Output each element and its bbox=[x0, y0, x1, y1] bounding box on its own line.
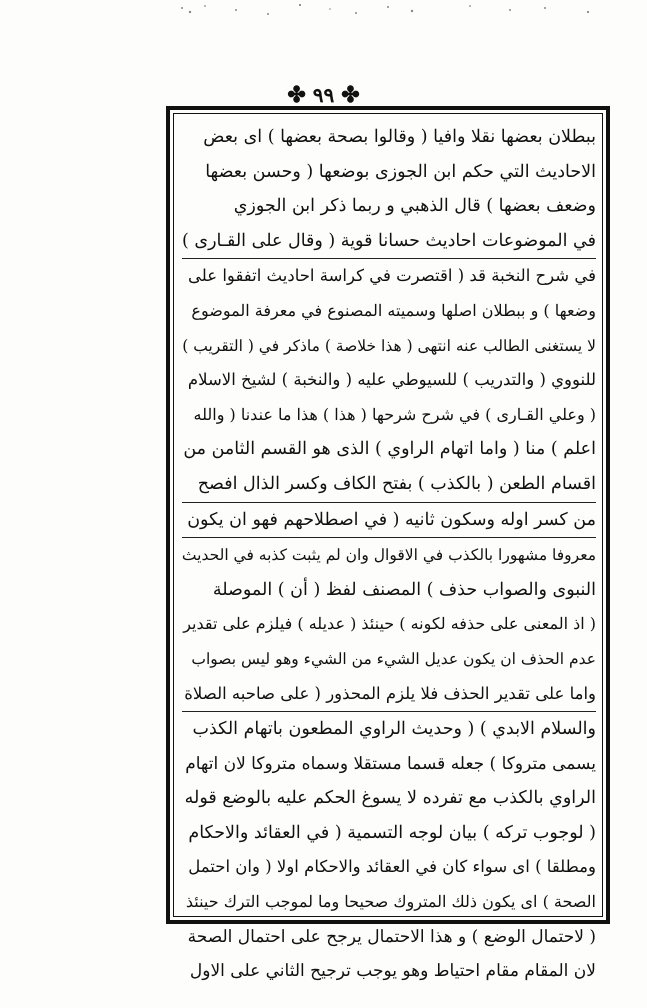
text-line: اعلم ) منا ( واما اتهام الراوي ) الذى هو القسم الثامن من bbox=[183, 439, 596, 460]
text-line: ومطلقا ) اى سواء كان في العقائد والاحكام اولا ( وان احتمل bbox=[188, 857, 596, 877]
text-line: لا يستغنى الطالب عنه انتهى ( هذا خلاصة ) ماذكر في ( التقريب ) bbox=[182, 336, 596, 355]
text-line: معروفا مشهورا بالكذب في الاقوال وان لم يثبت كذبه في الحديث bbox=[182, 537, 596, 573]
text-line: وضعف بعضها ) قال الذهبي و ربما ذكر ابن الجوزي bbox=[233, 196, 596, 217]
text-line: الاحاديث التي حكم ابن الجوزى بوضعها ( وحسن بعضها bbox=[205, 161, 596, 182]
text-line: في شرح النخبة قد ( اقتصرت في كراسة احاديث اتفقوا على bbox=[182, 258, 596, 294]
text-line: النبوى والصواب حذف ) المصنف لفظ ( أن ) الموصلة bbox=[212, 579, 596, 600]
text-line: والسلام الابدي ) ( وحديث الراوي المطعون باتهام الكذب bbox=[182, 711, 596, 747]
text-body bbox=[182, 120, 596, 989]
text-line: ( لاحتمال الوضع ) و هذا الاحتمال يرجح على احتمال الصحة bbox=[187, 926, 596, 947]
text-line: من كسر اوله وسكون ثانيه ( في اصطلاحهم فهو ان يكون bbox=[182, 502, 596, 538]
text-line: واما على تقدير الحذف فلا يلزم المحذور ( على صاحبه الصلاة bbox=[184, 683, 596, 703]
text-line: وضعها ) و ببطلان اصلها وسميته المصنوع في معرفة الموضوع bbox=[191, 300, 596, 320]
page-number bbox=[0, 82, 647, 108]
ornament-left-icon: ✤ bbox=[341, 82, 360, 108]
text-line: في الموضوعات احاديث حسانا قوية ( وقال على القـارى ) bbox=[182, 230, 596, 251]
text-line: يسمى متروكا ) جعله قسما مستقلا وسماه متروكا لان اتهام bbox=[185, 753, 596, 774]
text-line: الصحة ) اى يكون ذلك المتروك صحيحا وما لموجب الترك حينئذ bbox=[185, 892, 596, 912]
text-line: عدم الحذف ان يكون عديل الشيء من الشيء وهو ليس بصواب bbox=[191, 649, 596, 668]
text-line: ( اذ المعنى على حذفه لكونه ) حينئذ ( عديله ) فيلزم على تقدير bbox=[183, 614, 596, 634]
text-line: للنووي ( والتدريب ) للسيوطي عليه ( والنخبة ) لشيخ الاسلام bbox=[187, 370, 596, 390]
text-line: ( وعلي القـارى ) في شرح شرحها ( هذا ) هذا ما عندنا ( والله bbox=[193, 404, 596, 424]
text-line: لان المقام مقام احتياط وهو يوجب ترجيح الثاني على الاول bbox=[189, 961, 596, 982]
page-number-text: ٩٩ bbox=[312, 83, 335, 107]
ornament-right-icon: ✤ bbox=[287, 82, 306, 108]
text-line: ببطلان بعضها نقلا وافيا ( وقالوا بصحة بعضها ) اى بعض bbox=[203, 127, 596, 147]
text-line: الراوي بالكذب مع تفرده لا يسوغ الحكم عليه بالوضع قوله bbox=[184, 788, 596, 809]
text-line: اقسام الطعن ( بالكذب ) بفتح الكاف وكسر الذال افصح bbox=[197, 473, 596, 494]
scan-noise bbox=[0, 0, 647, 30]
text-line: ( لوجوب تركه ) بيان لوجه التسمية ( في العقائد والاحكام bbox=[188, 822, 596, 843]
